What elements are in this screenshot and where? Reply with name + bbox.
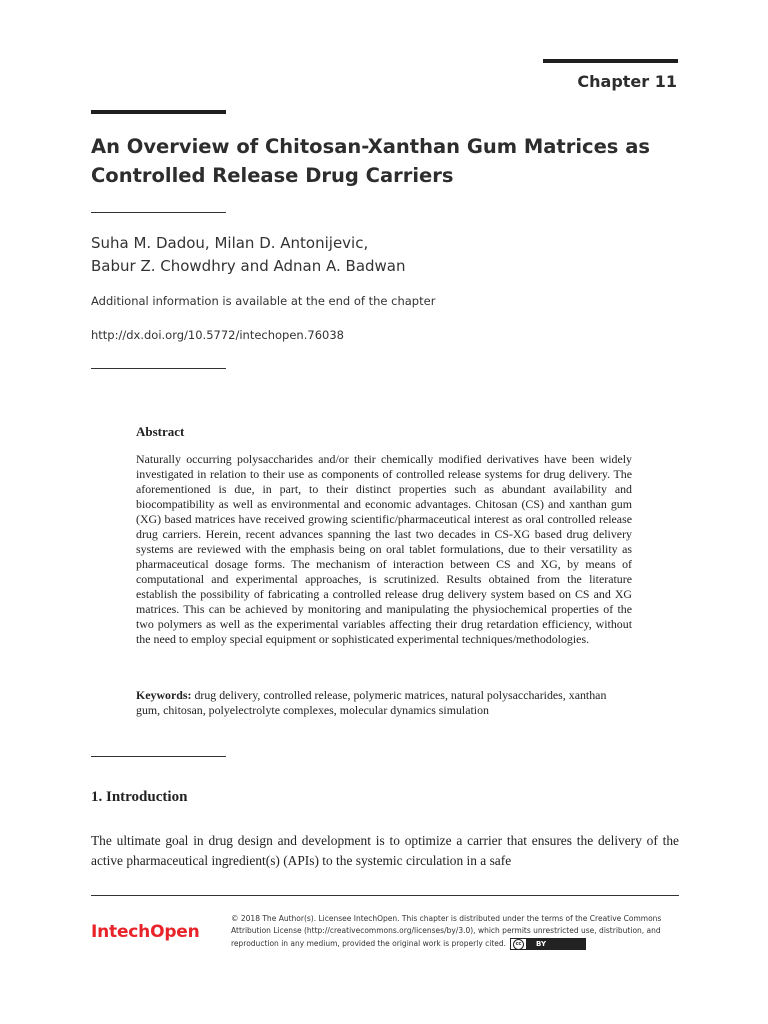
- doi-separator-rule: [91, 368, 226, 369]
- chapter-rule: [543, 59, 678, 63]
- chapter-label: Chapter 11: [577, 72, 677, 91]
- chapter-title-line-1: An Overview of Chitosan-Xanthan Gum Matrices as: [91, 135, 650, 158]
- keywords-label: Keywords:: [136, 688, 192, 702]
- keywords: [136, 688, 632, 718]
- title-separator-rule: [91, 212, 226, 213]
- keywords-list: drug delivery, controlled release, polymeric matrices, natural polysaccharides, xanthan gum, chitosan, polyelectrolyte complexes, molecular dynamics simulation: [136, 688, 607, 717]
- author-list: [91, 232, 406, 277]
- additional-info-note: Additional information is available at the end of the chapter: [91, 294, 436, 308]
- authors-line-2: Babur Z. Chowdhry and Adnan A. Badwan: [91, 256, 406, 275]
- doi-link[interactable]: http://dx.doi.org/10.5772/intechopen.76038: [91, 328, 344, 342]
- abstract-heading: Abstract: [136, 424, 185, 439]
- abstract-text: Naturally occurring polysaccharides and/or their chemically modified derivatives have been widely investigated in relation to their use as components of controlled release systems for drug delivery. The aforementioned is due, in part, to their distinct properties such as abundant availability and biocompatibility as well as environmental and economic advantages. Chitosan (CS) and xanthan gum (XG) based matrices have received growing scientific/pharmaceutical interest as oral controlled release drug carriers. Herein, recent advances spanning the last two decades in CS-XG based drug delivery systems are reviewed with the emphasis being on oral tablet formulations, due to their versatility as pharmaceutical dosage forms. The mechanism of interaction between CS and XG, by means of computational and experimental approaches, is scrutinized. Results obtained from the literature establish the possibility of fabricating a controlled release drug delivery system based on CS and XG matrices. This can be achieved by monitoring and manipulating the physiochemical properties of the two polymers as well as the experimental variables affecting their drug retardation efficiency, without the need to employ special equipment or sophisticated experimental techniques/methodologies.: [136, 452, 632, 646]
- authors-line-1: Suha M. Dadou, Milan D. Antonijevic,: [91, 234, 369, 252]
- cc-by-license-icon[interactable]: [510, 938, 586, 950]
- license-notice: [231, 913, 683, 950]
- title-rule: [91, 110, 226, 114]
- introduction-paragraph: The ultimate goal in drug design and development is to optimize a carrier that ensures the delivery of the active pharmaceutical ingredient(s) (APIs) to the systemic circulation in a safe: [91, 833, 679, 868]
- intechopen-logo: IntechOpen: [91, 922, 200, 942]
- cc-by-label: BY: [526, 939, 585, 949]
- chapter-title-line-2: Controlled Release Drug Carriers: [91, 164, 454, 187]
- section-heading-introduction: 1. Introduction: [91, 789, 188, 805]
- abstract-separator-rule: [91, 756, 226, 757]
- chapter-title: [91, 132, 681, 190]
- footer-rule: [91, 895, 679, 896]
- cc-mark: cc: [513, 939, 524, 950]
- license-text: © 2018 The Author(s). Licensee IntechOpen. This chapter is distributed under the terms of the Creative Commons Attribution License (http://creativecommons.org/licenses/by/3.0), which permits unrestricted use, distribution, and reproduction in any medium, provided the original work is properly cited.: [231, 914, 662, 948]
